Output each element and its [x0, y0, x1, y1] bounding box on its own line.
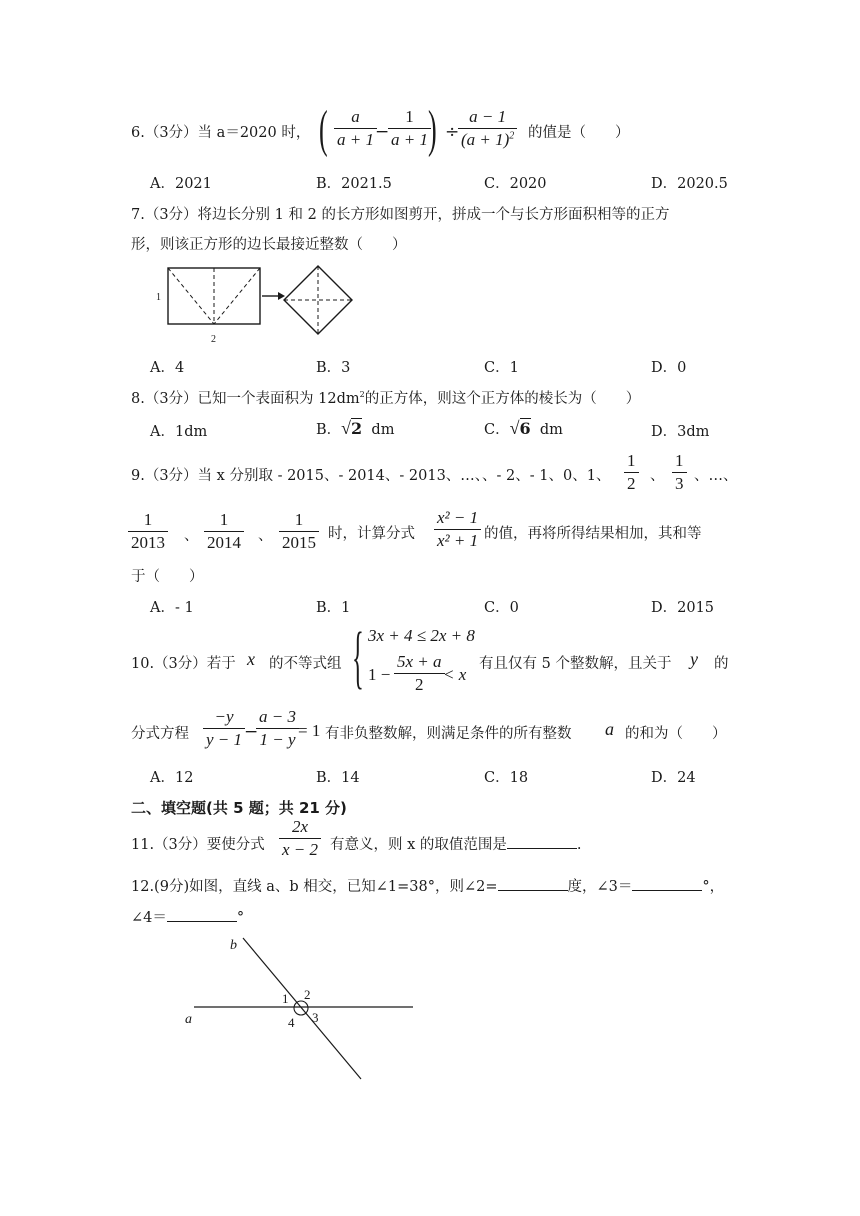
q10-eq-fraction-1: −y y − 1 [203, 708, 245, 749]
q12-angle-3: 3 [312, 1010, 319, 1025]
q6-option-b[interactable]: B．2021.5 [316, 176, 392, 192]
q6-divide: ÷ [445, 122, 460, 142]
q9-option-b[interactable]: B．1 [316, 600, 351, 616]
q12-label-b: b [230, 938, 237, 953]
q9-mid: 时，计算分式 [328, 526, 415, 542]
q7-option-c[interactable]: C．1 [484, 360, 519, 376]
q10-option-a[interactable]: A．12 [150, 770, 194, 786]
q9-fraction-third: 1 3 [672, 452, 687, 493]
q6-minus: − [375, 122, 390, 142]
q7-option-b[interactable]: B．3 [316, 360, 351, 376]
q10-inequality-1: 3x + 4 ≤ 2x + 8 [368, 626, 475, 645]
q7-label-bottom: 2 [211, 334, 216, 345]
q12-figure [180, 930, 420, 1090]
q11-suffix: 有意义，则 x 的取值范围是 . [330, 833, 582, 854]
q10-eq-minus: − [244, 722, 259, 742]
q6-option-d[interactable]: D．2020.5 [651, 176, 728, 192]
q9-fraction-2014: 1 2014 [204, 511, 244, 552]
section-2-heading: 二、填空题(共 5 题；共 21 分) [131, 799, 347, 817]
q9-separator: 、 [258, 528, 273, 544]
q11-answer-blank[interactable] [507, 834, 577, 849]
q9-fraction-2015: 1 2015 [279, 511, 319, 552]
q10-ineq2-fraction: 5x + a 2 [394, 653, 445, 694]
q10-line2-end: 的和为（ ） [625, 726, 727, 742]
q9-separator: 、 [184, 528, 199, 544]
q11-fraction: 2x x − 2 [279, 818, 321, 859]
q12-line-2: ∠4＝ ° [131, 906, 244, 927]
q9-tail: 、…、 [694, 468, 738, 484]
q12-answer-blank-1[interactable] [498, 876, 568, 891]
q6-fraction-2: 1 a + 1 [388, 108, 431, 149]
q12-label-a: a [185, 1012, 192, 1027]
q12-answer-blank-3[interactable] [167, 907, 237, 922]
q10-eq-rhs: = 1 [298, 721, 321, 740]
q12-angle-2: 2 [304, 987, 311, 1002]
q11-prefix: 11.（3分）要使分式 [131, 837, 265, 853]
q9-expression: x² − 1 x² + 1 [434, 509, 481, 550]
q8-option-d[interactable]: D．3dm [651, 424, 710, 440]
q10-var-y: y [690, 649, 698, 669]
q9-option-c[interactable]: C．0 [484, 600, 519, 616]
q10-ineq2-post: < x [443, 665, 467, 684]
q9-line-1: 9.（3分）当 x 分别取 - 2015、- 2014、- 2013、…、、- 2、- 1、0、1、 [131, 468, 611, 484]
q10-option-c[interactable]: C．18 [484, 770, 529, 786]
q10-prefix: 10.（3分）若于 [131, 656, 236, 672]
q8-option-c[interactable]: C．√6 dm [484, 418, 563, 438]
q9-fraction-half: 1 2 [624, 452, 639, 493]
q7-line-1: 7.（3分）将边长分别 1 和 2 的长方形如图剪开，拼成一个与长方形面积相等的正方 [131, 207, 670, 223]
q6-fraction-3: a − 1 $(a + 1)^2$ [458, 108, 517, 149]
q10-brace: { [352, 619, 364, 696]
q9-fraction-2013: 1 2013 [128, 511, 168, 552]
q7-line-2: 形，则该正方形的边长最接近整数（ ） [131, 237, 407, 253]
q7-figure [150, 262, 360, 346]
q8-text: 8.（3分）已知一个表面积为 $12dm^2$的正方体，则这个正方体的棱长为（ ） [131, 390, 641, 407]
q7-option-d[interactable]: D．0 [651, 360, 687, 376]
sqrt-icon: √ [509, 418, 520, 438]
q6-option-a[interactable]: A．2021 [150, 176, 212, 192]
q10-de: 的 [714, 656, 729, 672]
q10-line2-post: 有非负整数解，则满足条件的所有整数 [325, 726, 572, 742]
q9-option-d[interactable]: D．2015 [651, 600, 715, 616]
q10-after: 有且仅有 5 个整数解，且关于 [479, 656, 672, 672]
q9-option-a[interactable]: A．- 1 [150, 600, 194, 616]
q10-option-b[interactable]: B．14 [316, 770, 360, 786]
sqrt-icon: √ [341, 418, 352, 438]
q8-option-a[interactable]: A．1dm [150, 424, 208, 440]
q10-option-d[interactable]: D．24 [651, 770, 696, 786]
q12-line-1: 12.(9分)如图，直线 a、b 相交，已知∠1=38°，则∠2= 度，∠3＝ °， [131, 875, 724, 896]
q12-angle-4: 4 [288, 1015, 295, 1030]
q12-angle-1: 1 [282, 991, 289, 1006]
q10-var-x: x [247, 649, 255, 669]
q6-suffix: 的值是（ ） [528, 125, 630, 141]
q10-eq-fraction-2: a − 3 1 − y [256, 708, 299, 749]
q6-left-paren: ( [319, 101, 328, 158]
q10-line2-pre: 分式方程 [131, 726, 189, 742]
q6-option-c[interactable]: C．2020 [484, 176, 547, 192]
q6-right-paren: ) [428, 101, 437, 158]
q9-end: 的值，再将所得结果相加，其和等 [484, 526, 702, 542]
q7-option-a[interactable]: A．4 [150, 360, 185, 376]
q6-fraction-1: a a + 1 [334, 108, 377, 149]
q7-label-side: 1 [156, 292, 161, 303]
q10-mid: 的不等式组 [269, 656, 342, 672]
q9-separator: 、 [650, 468, 665, 484]
q10-ineq2-pre: 1 − [368, 665, 391, 684]
q9-line-3: 于（ ） [131, 569, 204, 585]
q6-prefix: 6.（3分）当 a＝2020 时， [131, 125, 311, 141]
q8-option-b[interactable]: B．√2 dm [316, 418, 395, 438]
q10-var-a: a [605, 719, 614, 739]
q12-answer-blank-2[interactable] [632, 876, 702, 891]
